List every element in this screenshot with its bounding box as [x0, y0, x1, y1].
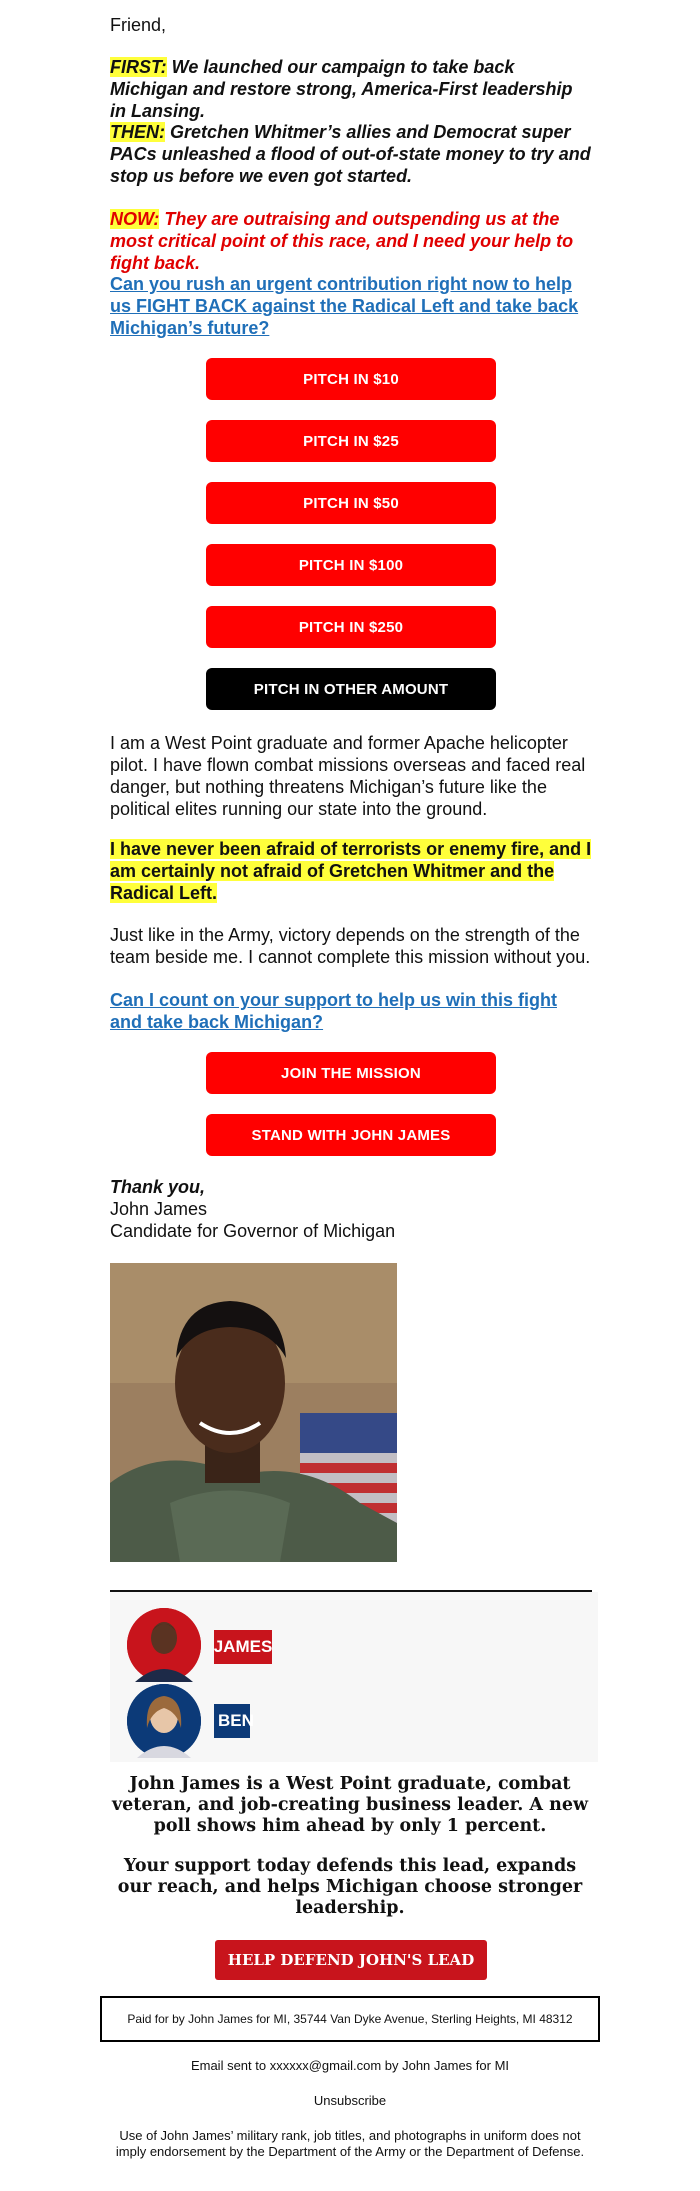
signoff-title: Candidate for Governor of Michigan: [110, 1221, 396, 1241]
salutation: Friend,: [110, 15, 167, 35]
signoff-name: John James: [110, 1199, 208, 1219]
ticket-banner: [110, 1592, 598, 1762]
unsubscribe-link[interactable]: Unsubscribe: [313, 2093, 387, 2108]
poll-text: John James is a West Point graduate, combat veteran, and job-creating business leader. A new poll shows him ahead by only 1 percent.: [112, 1774, 589, 1836]
pitch-in-25-button[interactable]: PITCH IN $25: [206, 420, 496, 462]
running-mate-tag: BEN: [214, 1704, 250, 1738]
john-james-avatar: [127, 1608, 201, 1682]
lead-text: Your support today defends this lead, expands our reach, and helps Michigan choose stronger leadership.: [117, 1856, 583, 1918]
running-mate-avatar-illustration: [127, 1684, 201, 1758]
highlight-paragraph: [110, 838, 592, 904]
paragraph-first: [110, 56, 592, 122]
paragraph-now: [110, 208, 592, 274]
pitch-in-100-button[interactable]: PITCH IN $100: [206, 544, 496, 586]
highlight-text: I have never been afraid of terrorists or enemy fire, and I am certainly not afraid of Gretchen Whitmer and the Radical Left.: [110, 839, 592, 903]
stand-with-john-button[interactable]: STAND WITH JOHN JAMES: [206, 1114, 496, 1156]
bio-paragraph: I am a West Point graduate and former Apache helicopter pilot. I have flown combat missions overseas and faced real danger, but nothing threatens Michigan’s future like the political elites running our state into the ground.: [110, 733, 586, 819]
pitch-in-other-button[interactable]: PITCH IN OTHER AMOUNT: [206, 668, 496, 710]
army-paragraph: Just like in the Army, victory depends on the strength of the team beside me. I cannot complete this mission without you.: [110, 925, 591, 967]
disclaimer-text: Use of John James’ military rank, job titles, and photographs in uniform does not imply endorsement by the Department of the Army or the Department of Defense.: [115, 2128, 585, 2159]
paragraph-now-text: They are outraising and outspending us at the most critical point of this race, and I need your help to fight back.: [110, 209, 574, 273]
pitch-in-50-button[interactable]: PITCH IN $50: [206, 482, 496, 524]
label-first: FIRST:: [110, 57, 167, 77]
john-james-avatar-illustration: [127, 1608, 201, 1682]
label-now: NOW:: [110, 209, 160, 229]
email-sent-text: Email sent to xxxxxx@gmail.com by John James for MI: [190, 2058, 510, 2073]
paragraph-then-text: Gretchen Whitmer’s allies and Democrat super PACs unleashed a flood of out-of-state money to try and stop us before we even got started.: [110, 122, 591, 186]
pitch-in-250-button[interactable]: PITCH IN $250: [206, 606, 496, 648]
james-tag: JAMES: [214, 1630, 272, 1664]
paragraph-first-text: We launched our campaign to take back Michigan and restore strong, America-First leadership in Lansing.: [110, 57, 573, 121]
pitch-in-10-button[interactable]: PITCH IN $10: [206, 358, 496, 400]
join-mission-button[interactable]: JOIN THE MISSION: [206, 1052, 496, 1094]
paragraph-then: [110, 121, 592, 187]
contribution-link[interactable]: Can you rush an urgent contribution right now to help us FIGHT BACK against the Radical Left and take back Michigan’s future?: [110, 274, 579, 338]
candidate-photo-illustration: [110, 1263, 397, 1562]
signoff: [110, 1176, 592, 1242]
signoff-thanks: Thank you,: [110, 1177, 206, 1197]
label-then: THEN:: [110, 122, 165, 142]
paid-for-text: Paid for by John James for MI, 35744 Van Dyke Avenue, Sterling Heights, MI 48312: [127, 2012, 573, 2026]
support-link[interactable]: Can I count on your support to help us win this fight and take back Michigan?: [110, 990, 557, 1032]
candidate-photo: [110, 1263, 397, 1562]
defend-lead-button[interactable]: HELP DEFEND JOHN'S LEAD: [215, 1940, 487, 1980]
running-mate-avatar: [127, 1684, 201, 1758]
paid-for-box: [100, 1996, 600, 2042]
